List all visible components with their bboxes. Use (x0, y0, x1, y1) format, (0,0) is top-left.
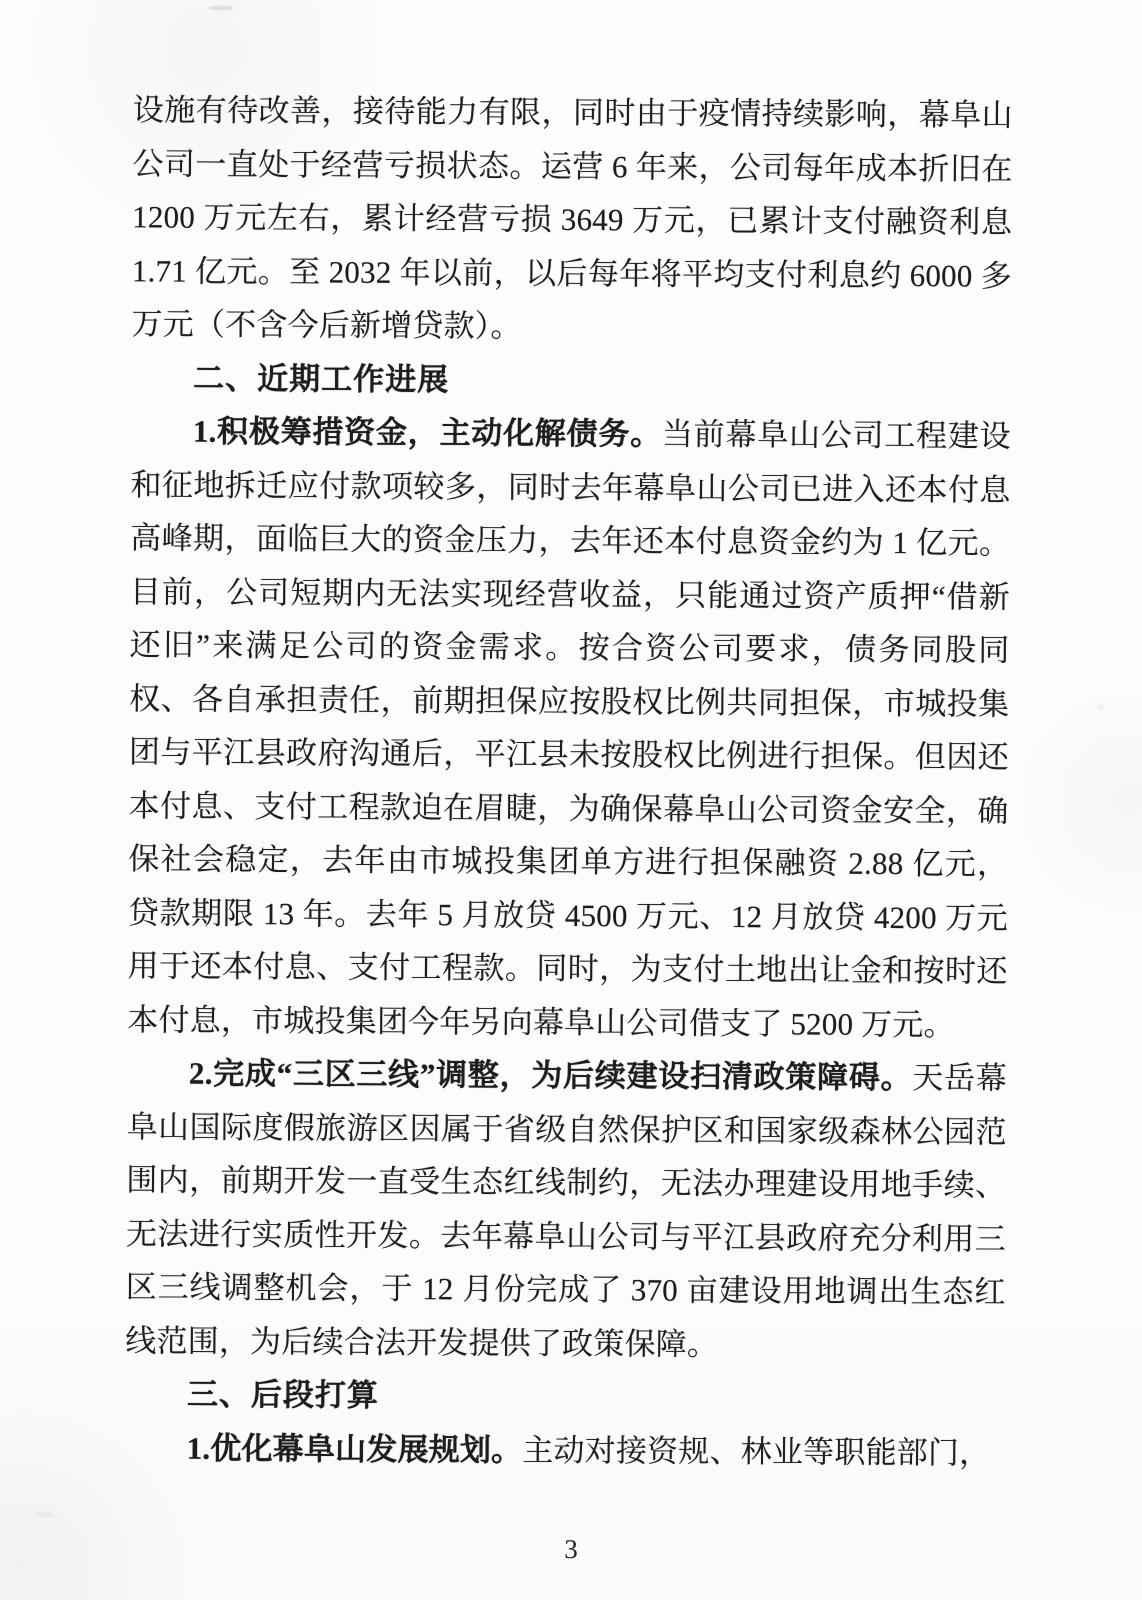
document-body (125, 83, 1013, 1479)
paragraph-lead: 2.完成“三区三线”调整，为后续建设扫清政策障碍。 (188, 1055, 913, 1096)
paragraph-lead: 1.积极筹措资金，主动化解债务。 (192, 413, 663, 452)
paragraph (125, 1046, 1007, 1372)
heading-text: 二、近期工作进展 (193, 360, 450, 397)
paragraph-lead: 1.优化幕阜山发展规划。 (186, 1430, 523, 1468)
paragraph-text: 设施有待改善，接待能力有限，同时由于疫情持续影响，幕阜山公司一直处于经营亏损状态。运营 6 年来，公司每年成本折旧在 1200 万元左右，累计经营亏损 3649 万元，已累计支付融资利息 1.71 亿元。至 2032 年以前，以后每年将平均支付利息约 6000 多万元（不含今后新增贷款）。 (131, 92, 1013, 344)
page-footer (0, 1531, 1142, 1569)
paragraph-text: 天岳幕阜山国际度假旅游区因属于省级自然保护区和国家级森林公园范围内，前期开发一直受生态红线制约，无法办理建设用地手续、无法进行实质性开发。去年幕阜山公司与平江县政府充分利用三区三线调整机会，于 12 月份完成了 370 亩建设用地调出生态红线范围，为后续合法开发提供了政策保障。 (125, 1060, 1008, 1362)
scan-artifact (208, 6, 234, 10)
scan-artifact (1098, 704, 1104, 710)
paragraph (125, 1421, 1005, 1480)
paragraph-text: 当前幕阜山公司工程建设和征地拆迁应付款项较多，同时去年幕阜山公司已进入还本付息高峰期，面临巨大的资金压力，去年还本付息资金约为 1 亿元。目前，公司短期内无法实现经营收益，只能通过资产质押“借新还旧”来满足公司的资金需求。按合资公司要求，债务同股同权、各自承担责任，前期担保应按股权比例共同担保，市城投集团与平江县政府沟通后，平江县未按股权比例进行担保。但因还本付息、支付工程款迫在眉睫，为确保幕阜山公司资金安全，确保社会稳定，去年由市城投集团单方进行担保融资 2.88 亿元，贷款期限 13 年。去年 5 月放贷 4500 万元、12 月放贷 4200 万元用于还本付息、支付工程款。同时，为支付土地出让金和按时还本付息，市城投集团今年另向幕阜山公司借支了 5200 万元。 (127, 416, 1011, 1042)
paragraph (127, 404, 1011, 1051)
section-heading (131, 351, 1011, 410)
section-heading (125, 1367, 1005, 1426)
paragraph-text: 主动对接资规、林业等职能部门， (522, 1432, 991, 1471)
scan-artifact (36, 1512, 54, 1517)
page-number: 3 (564, 1533, 578, 1565)
heading-text: 三、后段打算 (186, 1376, 380, 1413)
paragraph (131, 83, 1013, 356)
